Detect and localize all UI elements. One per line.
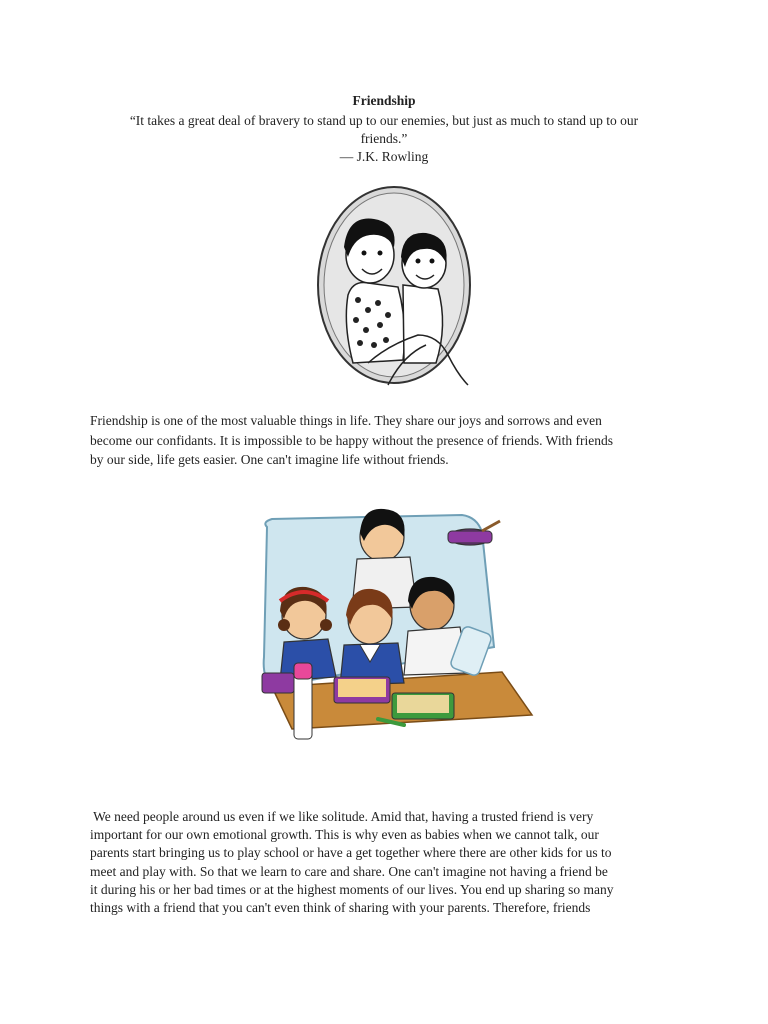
paragraph-1 — [90, 411, 690, 470]
quote-line-2: friends.” — [360, 131, 408, 146]
paragraph-2-line: parents start bringing us to play school or have a get together where there are other kids for us to — [90, 845, 612, 861]
paragraph-2 — [90, 808, 690, 917]
quote-line-1: “It takes a great deal of bravery to stand up to our enemies, but just as much to stand up to our — [129, 113, 639, 128]
paragraph-1-line: Friendship is one of the most valuable things in life. They share our joys and sorrows and even — [90, 413, 602, 428]
paragraph-2-line: meet and play with. So that we learn to care and share. One can't imagine not having a friend be — [90, 863, 608, 879]
document-title: Friendship — [352, 93, 416, 108]
friends-oval-illustration — [308, 185, 488, 403]
paragraph-2-line: We need people around us even if we like solitude. Amid that, having a trusted friend is very — [90, 809, 594, 824]
paragraph-2-line: it during his or her bad times or at the highest moments of our lives. You end up sharing so many — [90, 881, 614, 897]
paragraph-1-line: by our side, life gets easier. One can't imagine life without friends. — [90, 452, 449, 467]
paragraph-2-line: important for our own emotional growth. This is why even as babies when we cannot talk, our — [90, 827, 599, 843]
paragraph-2-line: things with a friend that you can't even think of sharing with your parents. Therefore, friends — [90, 900, 591, 916]
paragraph-1-line: become our confidants. It is impossible to be happy without the presence of friends. With friends — [90, 432, 613, 448]
quote-author: — J.K. Rowling — [339, 149, 429, 164]
kids-lunch-illustration — [232, 497, 536, 755]
